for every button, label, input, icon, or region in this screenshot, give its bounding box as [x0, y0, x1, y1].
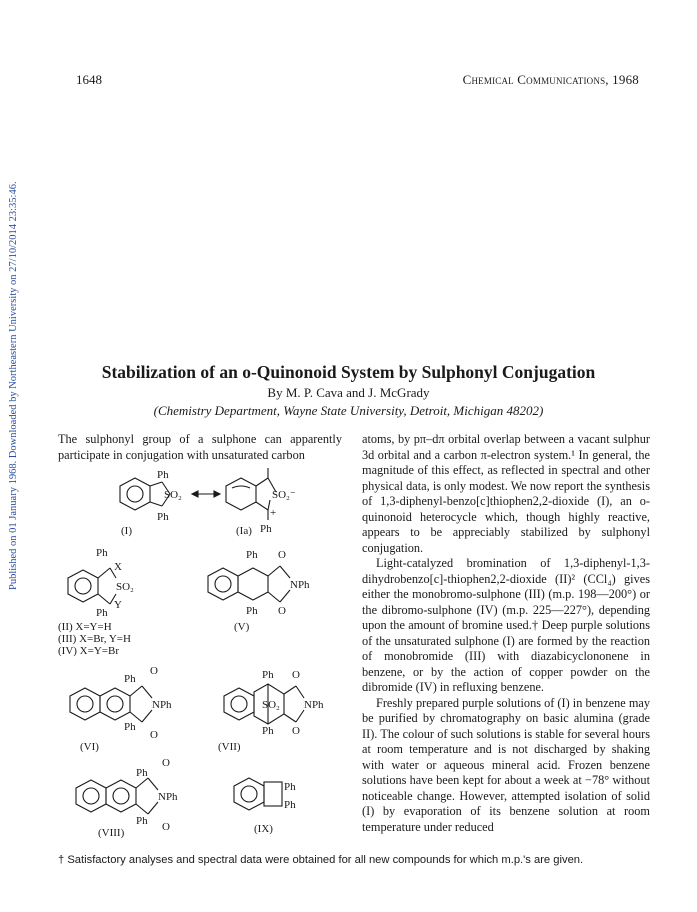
atom-o: O — [278, 549, 286, 561]
label-I: (I) — [121, 525, 132, 537]
label-IV: (IV) X=Y=Br — [58, 645, 119, 657]
paragraph: atoms, by pπ–dπ orbital overlap between a vacant sulphur 3d orbital and a carbon π-electron system.¹ In general, the magnitude of this effect, as reflected in spectral and other physical data, is only modest. We now report the synthesis of 1,3-diphenyl-benzo[c]thiophen2,2-dioxide (I), an o-quinonoid heterocycle which, though highly reactive, appears to be appreciably stabilized by sulphonyl conjugation. — [362, 432, 650, 555]
label-VIII: (VIII) — [98, 827, 125, 838]
label-II: (II) X=Y=H — [58, 621, 112, 633]
article-affiliation: (Chemistry Department, Wayne State University, Detroit, Michigan 48202) — [153, 403, 544, 418]
atom-plus: + — [270, 507, 277, 519]
page-number: 1648 — [76, 72, 102, 87]
footnote: † Satisfactory analyses and spectral data were obtained for all new compounds for which m.p.'s are given. — [58, 854, 584, 866]
atom-nph: NPh — [290, 579, 310, 591]
atom-o: O — [292, 725, 300, 737]
atom-ph: Ph — [284, 799, 296, 811]
structure-VI — [70, 665, 172, 753]
label-VI: (VI) — [80, 741, 99, 753]
atom-ph: Ph — [136, 767, 148, 779]
atom-ph: Ph — [96, 547, 108, 559]
atom-ph: Ph — [246, 549, 258, 561]
watermark-text: Published on 01 January 1968. Downloaded by Northeastern University on 27/10/2014 23:35:46. — [8, 181, 19, 590]
atom-nph: NPh — [152, 699, 172, 711]
atom-so2: SO₂ — [116, 581, 134, 593]
atom-o: O — [162, 757, 170, 769]
atom-ph: Ph — [262, 725, 274, 737]
structure-VII — [218, 669, 324, 753]
paragraph: Light-catalyzed bromination of 1,3-diphenyl-1,3-dihydrobenzo[c]-thiophen2,2-dioxide (II)² (CCl₄) gives either the monobromo-sulphone (III) (m.p. 198—200°) or the dibromo-sulphone (IV) (m.p. 225—227°), depending upon the amount of bromine used.† Deep purple solutions of the unsaturated sulphone (I) are formed by the reaction of monobromide (III) with diazabicyclononene in benzene, or by the action of copper powder on the dibromide (IV) in refluxing benzene. — [362, 556, 650, 694]
atom-o: O — [150, 729, 158, 741]
atom-o: O — [292, 669, 300, 681]
atom-ph: Ph — [284, 781, 296, 793]
journal-name: Chemical Communications, 1968 — [462, 72, 639, 87]
atom-ph: Ph — [246, 605, 258, 617]
atom-x: X — [114, 561, 122, 573]
label-V: (V) — [234, 621, 250, 633]
atom-ph: Ph — [96, 607, 108, 619]
atom-o: O — [278, 605, 286, 617]
atom-y: Y — [114, 599, 122, 611]
atom-ph: Ph — [157, 469, 169, 481]
left-column-intro: The sulphonyl group of a sulphone can apparently participate in conjugation with unsaturated carbon — [58, 432, 342, 462]
label-III: (III) X=Br, Y=H — [58, 633, 131, 645]
structure-I — [120, 469, 182, 537]
structure-Ia — [226, 468, 296, 537]
label-IX: (IX) — [254, 823, 273, 835]
atom-nph: NPh — [304, 699, 324, 711]
atom-ph: Ph — [124, 721, 136, 733]
article-title: Stabilization of an o-Quinonoid System by Sulphonyl Conjugation — [101, 362, 596, 382]
atom-ph: Ph — [260, 523, 272, 535]
atom-so2-anion: SO₂⁻ — [272, 489, 296, 501]
download-watermark — [4, 130, 20, 590]
atom-o: O — [150, 665, 158, 677]
paragraph: Freshly prepared purple solutions of (I) in benzene may be purified by chromatography on basic alumina (grade II). The colour of such solutions is stable for several hours at room temperature and is not discharged by shaking with water or aqueous mineral acid. Frozen benzene solutions have been kept for about a week at −78° without noticeable change. However, attempted isolation of solid (I) by evaporation of its benzene solution at room temperature under reduced — [362, 695, 650, 834]
article-byline: By M. P. Cava and J. McGrady — [267, 385, 430, 400]
label-VII: (VII) — [218, 741, 241, 753]
atom-so2: SO₂ — [164, 489, 182, 501]
structures-figure — [58, 468, 358, 838]
atom-nph: NPh — [158, 791, 178, 803]
resonance-arrow — [192, 491, 220, 497]
running-head — [463, 72, 639, 88]
structure-II-IV — [58, 547, 134, 657]
right-column — [362, 432, 650, 835]
atom-ph: Ph — [262, 669, 274, 681]
label-Ia: (Ia) — [236, 525, 252, 537]
atom-ph: Ph — [136, 815, 148, 827]
atom-so2: SO₂ — [262, 699, 280, 711]
structure-V — [208, 549, 310, 633]
structure-VIII — [76, 757, 178, 838]
atom-ph: Ph — [157, 511, 169, 523]
structure-IX — [234, 778, 296, 835]
atom-ph: Ph — [124, 673, 136, 685]
atom-o: O — [162, 821, 170, 833]
